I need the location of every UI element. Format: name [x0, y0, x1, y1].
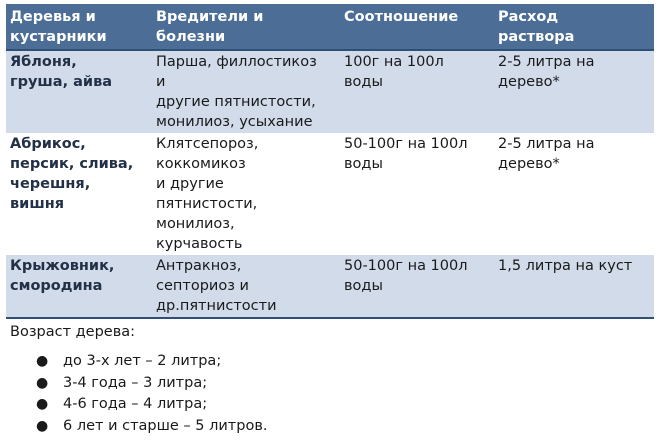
- cell-tree: Крыжовник, смородина: [6, 255, 152, 318]
- table-row: [6, 255, 654, 318]
- cell-consumption: 2-5 литра на дерево*: [494, 50, 654, 133]
- list-item: [6, 416, 654, 438]
- list-item: [6, 394, 654, 416]
- age-title: Возраст дерева:: [10, 324, 136, 340]
- cell-consumption: 2-5 литра на дерево*: [494, 133, 654, 255]
- list-item: [6, 373, 654, 395]
- list-item-text: 6 лет и старше – 5 литров.: [63, 417, 268, 434]
- table-row: [6, 50, 654, 133]
- cell-pests: Антракноз, септориоз и др.пятнистости: [152, 255, 340, 318]
- bullet-icon: ●: [36, 396, 49, 412]
- cell-tree: Яблоня, груша, айва: [6, 50, 152, 133]
- cell-tree: Абрикос, персик, слива, черешня, вишня: [6, 133, 152, 255]
- header-pests: Вредители и болезни: [152, 4, 340, 50]
- header-ratio: Соотношение: [340, 4, 494, 50]
- list-item: [6, 351, 654, 373]
- cell-ratio: 50-100г на 100л воды: [340, 133, 494, 255]
- table-header-row: [6, 4, 654, 50]
- list-item-text: 3-4 года – 3 литра;: [63, 374, 208, 391]
- list-item-text: 4-6 года – 4 литра;: [63, 396, 208, 412]
- age-list: [6, 351, 654, 437]
- header-consumption: Расход раствора: [494, 4, 654, 50]
- list-item-text: до 3-х лет – 2 литра;: [63, 353, 222, 369]
- bullet-icon: ●: [36, 374, 49, 391]
- table-row: [6, 133, 654, 255]
- cell-pests: Клятсепороз, коккомикоз и другие пятнистости, монилиоз, курчавость: [152, 133, 340, 255]
- cell-ratio: 100г на 100л воды: [340, 50, 494, 133]
- cell-pests: Парша, филлостикоз и другие пятнистости, монилиоз, усыхание: [152, 50, 340, 133]
- header-trees: Деревья и кустарники: [6, 4, 152, 50]
- treatment-table: [6, 4, 654, 319]
- bullet-icon: ●: [36, 417, 49, 434]
- bullet-icon: ●: [36, 353, 49, 369]
- document: [6, 4, 654, 437]
- cell-consumption: 1,5 литра на куст: [494, 255, 654, 318]
- cell-ratio: 50-100г на 100л воды: [340, 255, 494, 318]
